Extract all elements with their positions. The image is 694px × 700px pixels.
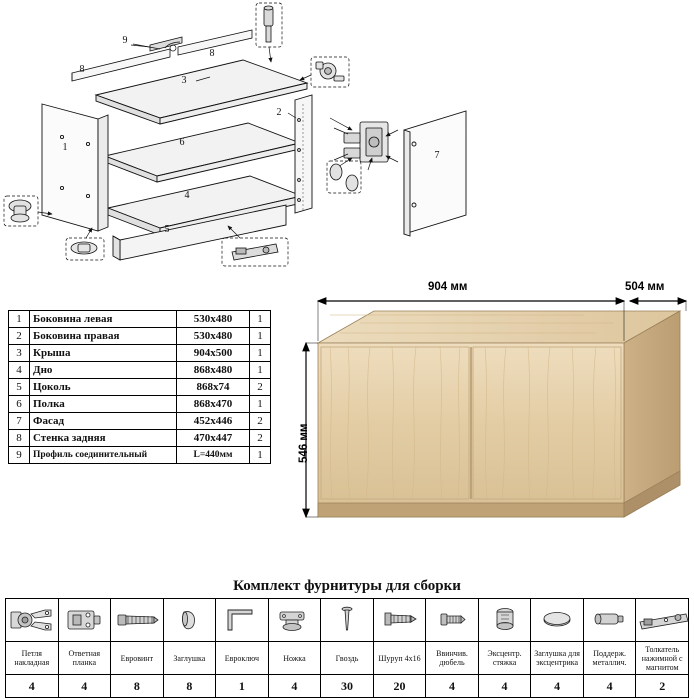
table-row [9,328,271,345]
hardware-qty: 4 [426,675,479,698]
part-no: 3 [9,345,30,362]
hardware-icon-cell [6,599,59,642]
eccentric-tie-icon [489,602,521,638]
hardware-icon-cell [478,599,531,642]
table-row [9,447,271,464]
width-dimension-label: 904 мм [428,281,468,293]
height-dimension-label: 546 мм [298,423,310,463]
part-size: L=440мм [177,447,250,464]
part-qty: 2 [250,379,271,396]
exploded-view-svg [0,0,694,290]
assembled-cabinet-view [298,281,694,545]
hardware-icon-cell [426,599,479,642]
hardware-qty: 4 [268,675,321,698]
hardware-qty: 8 [163,675,216,698]
euro-screw-icon [114,602,160,638]
part-door-facade [404,111,466,236]
part-qty: 1 [250,362,271,379]
detail-leg-bottom-left [9,200,31,222]
nail-icon [335,602,359,638]
cabinet-svg [300,285,694,545]
hinge-assembly-detail [334,122,388,162]
hardware-name: Ответная планка [58,642,111,675]
part-name: Дно [30,362,177,379]
hardware-icon-cell [111,599,164,642]
callout-4: 4 [184,190,190,201]
cabinet-plinth [318,503,624,517]
part-connector-profile [150,37,182,51]
callout-6: 6 [179,137,185,148]
parts-table [8,310,271,464]
part-shelf [105,123,300,182]
part-qty: 1 [250,328,271,345]
part-name: Профиль соединительный [30,447,177,464]
hinge-icon [9,602,55,638]
part-size: 904х500 [177,345,250,362]
hardware-qty-row [6,675,689,698]
exploded-view-diagram [0,0,694,285]
hardware-icon-cell [373,599,426,642]
hardware-icon-cell [216,599,269,642]
callout-8-right: 8 [209,48,215,59]
part-name: Стенка задняя [30,430,177,447]
hardware-qty: 1 [216,675,269,698]
callout-8-left: 8 [79,64,85,75]
hardware-name: Заглушка [163,642,216,675]
part-qty: 1 [250,311,271,328]
hardware-name: Ввинчив. дюбель [426,642,479,675]
hardware-icon-cell [531,599,584,642]
hardware-name: Толкатель нажимной с магнитом [636,642,689,675]
part-size: 868х74 [177,379,250,396]
hardware-icon-cell [583,599,636,642]
hardware-icon-cell [321,599,374,642]
part-name: Фасад [30,413,177,430]
hardware-qty: 8 [111,675,164,698]
part-qty: 2 [250,413,271,430]
hardware-icon-cell [58,599,111,642]
hardware-name: Заглушка для эксцентрика [531,642,584,675]
callout-9: 9 [122,35,128,46]
hardware-qty: 20 [373,675,426,698]
part-no: 7 [9,413,30,430]
hardware-qty: 2 [636,675,689,698]
metal-shelf-support-icon [590,602,630,638]
part-no: 5 [9,379,30,396]
eccentric-cap-icon [537,602,577,638]
table-row [9,413,271,430]
cap-icon [172,602,206,638]
table-row [9,345,271,362]
part-size: 470х447 [177,430,250,447]
hardware-qty: 4 [531,675,584,698]
part-name: Цоколь [30,379,177,396]
part-name: Крыша [30,345,177,362]
callout-7: 7 [434,150,440,161]
hardware-icon-cell [636,599,689,642]
hardware-icons-row [6,599,689,642]
part-size: 530х480 [177,311,250,328]
hardware-name: Шуруп 4х16 [373,642,426,675]
hardware-names-row [6,642,689,675]
part-name: Полка [30,396,177,413]
detail-euroscrew-top [264,6,273,42]
hardware-name: Поддерж. металлич. [583,642,636,675]
table-row [9,396,271,413]
hardware-qty: 4 [6,675,59,698]
hardware-name: Евроключ [216,642,269,675]
callout-3: 3 [181,75,187,86]
magnetic-push-latch-icon [636,602,694,638]
part-no: 2 [9,328,30,345]
table-row [9,311,271,328]
part-name: Боковина левая [30,311,177,328]
hardware-name: Гвоздь [321,642,374,675]
part-size: 868х470 [177,396,250,413]
part-qty: 1 [250,396,271,413]
table-row [9,430,271,447]
part-no: 9 [9,447,30,464]
mounting-plate-icon [64,602,104,638]
part-size: 530х480 [177,328,250,345]
hardware-kit-title: Комплект фурнитуры для сборки [233,578,461,594]
hardware-qty: 4 [583,675,636,698]
callout-5: 5 [164,224,170,235]
part-name: Боковина правая [30,328,177,345]
hardware-qty: 30 [321,675,374,698]
table-row [9,379,271,396]
euro-key-icon [222,602,262,638]
screw-in-dowel-icon [435,602,469,638]
part-size: 452х446 [177,413,250,430]
table-row [9,362,271,379]
part-side-panel-right [295,95,312,213]
depth-dimension-label: 504 мм [625,281,665,293]
part-no: 4 [9,362,30,379]
part-qty: 1 [250,345,271,362]
hardware-icon-cell [163,599,216,642]
cabinet-top [318,311,680,343]
part-side-panel-left [42,104,108,231]
hardware-name: Ножка [268,642,321,675]
screw-icon [379,602,419,638]
detail-cap-pair [330,164,358,191]
part-no: 8 [9,430,30,447]
part-no: 1 [9,311,30,328]
hardware-icon-cell [268,599,321,642]
part-no: 6 [9,396,30,413]
part-qty: 1 [250,447,271,464]
part-size: 868х480 [177,362,250,379]
detail-eccentric-top [316,62,344,81]
hardware-name: Евровинт [111,642,164,675]
hardware-qty: 4 [478,675,531,698]
detail-push-latch [232,244,278,260]
hardware-kit-table [5,598,689,698]
part-qty: 2 [250,430,271,447]
hardware-qty: 4 [58,675,111,698]
callout-2: 2 [276,107,282,118]
hardware-name: Петля накладная [6,642,59,675]
callout-1: 1 [62,142,68,153]
hardware-name: Эксцентр. стяжка [478,642,531,675]
detail-leg-lower [71,242,97,254]
leg-icon [274,602,314,638]
